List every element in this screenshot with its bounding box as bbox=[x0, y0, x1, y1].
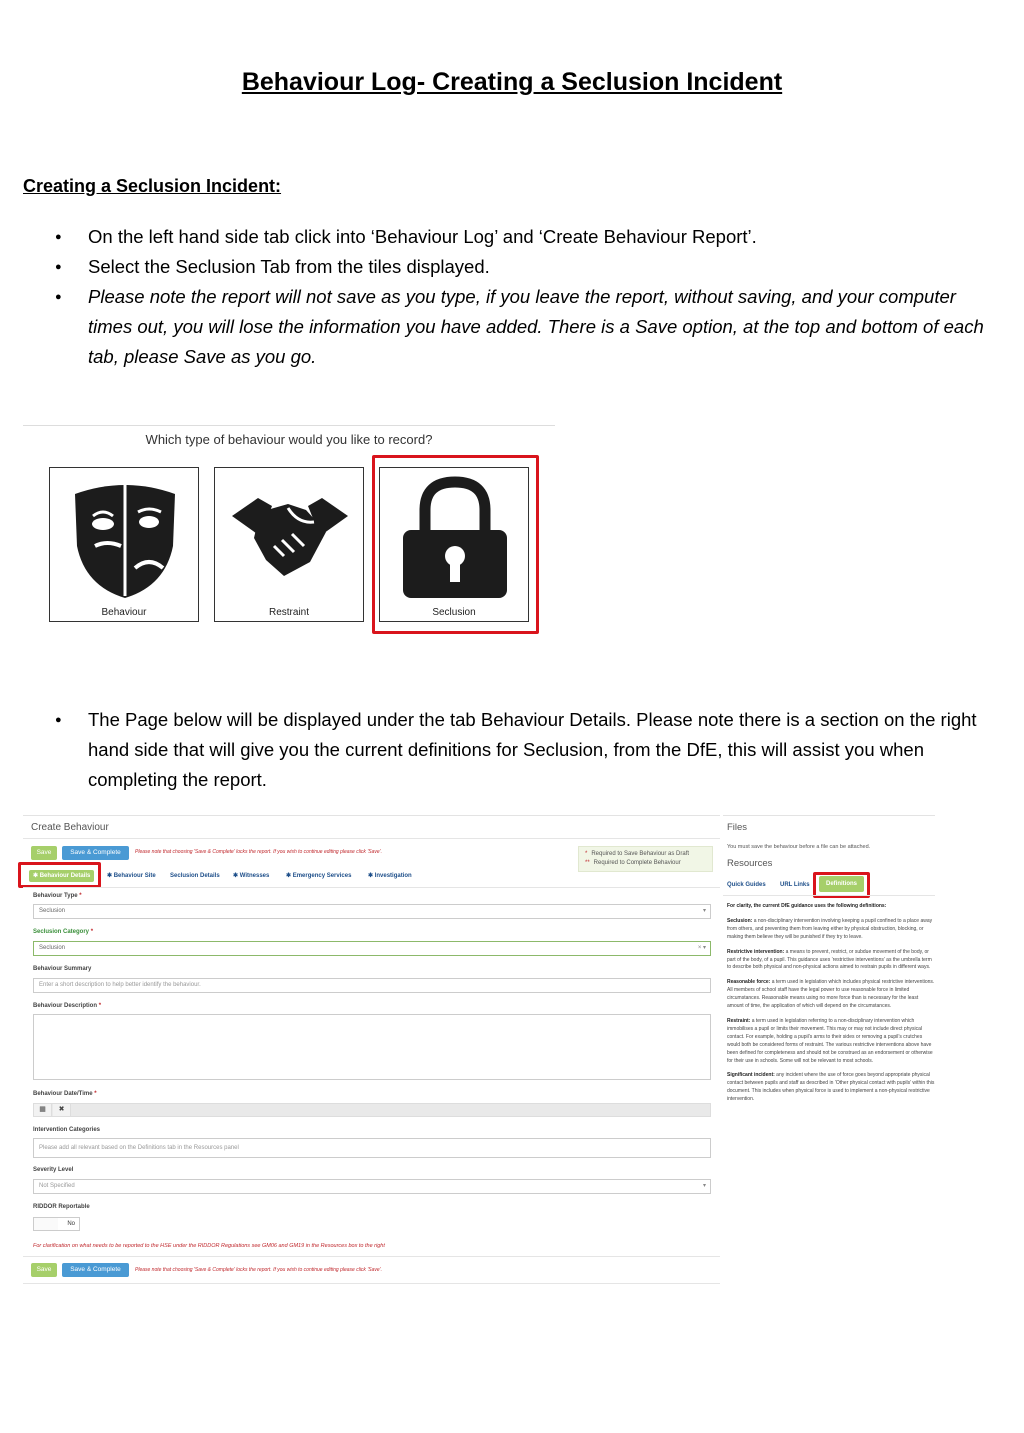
bullet-item: ● The Page below will be displayed under the tab Behaviour Details. Please note there is a section on the right hand side that will give you the current definitions for Seclusion, from the DfE, this will assist you when completing the report. bbox=[55, 705, 1005, 795]
legend-draft: * Required to Save Behaviour as Draft bbox=[585, 851, 690, 857]
resources-panel bbox=[723, 815, 935, 1285]
chevron-down-icon: ▾ bbox=[702, 1183, 706, 1189]
tile-label: Seclusion bbox=[432, 607, 476, 618]
create-behaviour-screen bbox=[23, 815, 935, 1285]
tab-seclusion-details[interactable]: Seclusion Details bbox=[170, 873, 220, 879]
tab-url-links[interactable]: URL Links bbox=[780, 882, 810, 888]
resources-title: Resources bbox=[727, 858, 773, 869]
instruction-list-2 bbox=[55, 705, 1005, 795]
files-title: Files bbox=[727, 822, 748, 833]
tiles-question: Which type of behaviour would you like to record? bbox=[145, 432, 433, 447]
behaviour-summary-input[interactable]: Enter a short description to help better identify the behaviour. bbox=[33, 978, 711, 993]
tab-emergency-services[interactable]: ✱ Emergency Services bbox=[286, 873, 352, 879]
save-button-bottom[interactable]: Save bbox=[31, 1263, 57, 1277]
divider bbox=[23, 1283, 720, 1284]
tab-quick-guides[interactable]: Quick Guides bbox=[727, 882, 766, 888]
handshake-icon bbox=[230, 476, 350, 601]
behaviour-summary-label: Behaviour Summary bbox=[33, 966, 92, 972]
riddor-toggle[interactable] bbox=[33, 1217, 80, 1231]
theatre-masks-icon bbox=[65, 476, 185, 601]
toggle-knob bbox=[34, 1218, 58, 1230]
definitions-intro: For clarity, the current DfE guidance uses the following definitions: bbox=[727, 903, 887, 909]
tab-investigation[interactable]: ✱ Investigation bbox=[368, 873, 412, 879]
behaviour-type-select[interactable]: Seclusion ▾ bbox=[33, 904, 711, 919]
behaviour-description-textarea[interactable] bbox=[33, 1014, 711, 1080]
divider bbox=[23, 425, 555, 426]
tab-definitions[interactable]: Definitions bbox=[819, 876, 864, 892]
seclusion-category-select[interactable]: Seclusion × ▾ bbox=[33, 941, 711, 956]
document-title: Behaviour Log- Creating a Seclusion Incident bbox=[241, 68, 783, 96]
seclusion-highlight-box bbox=[372, 455, 539, 634]
bullet-item: ● Please note the report will not save as you type, if you leave the report, without saving, and your computer times out, you will lose the information you have added. There is a Save option, at the top and bottom of each tab, please Save as you go. bbox=[55, 282, 1005, 372]
behaviour-details-highlight-box bbox=[18, 862, 101, 888]
definition-item: Seclusion: a non-disciplinary intervention involving keeping a pupil confined to a place away from others, and preventing them from leaving either by physical obstruction, blocking, or making them believe they will be punished if they try to leave. bbox=[727, 917, 933, 940]
tile-label: Behaviour bbox=[101, 607, 147, 618]
intervention-categories-input[interactable]: Please add all relevant based on the Definitions tab in the Resources panel bbox=[33, 1138, 711, 1158]
tile-restraint[interactable] bbox=[214, 467, 364, 622]
tab-witnesses[interactable]: ✱ Witnesses bbox=[233, 873, 270, 879]
legend-complete: ** Required to Complete Behaviour bbox=[585, 860, 681, 866]
riddor-note: For clarification on what needs to be reported to the HSE under the RIDDOR Regulations see GM06 and GM19 in the Resources box to the right bbox=[33, 1243, 385, 1249]
definition-item: Restrictive intervention: a means to prevent, restrict, or subdue movement of the body, or part of the body, of a pupil. This guidance uses ‘restrictive interventions’ as the umbrella term to describe both physical and non-physical actions aimed to restrain pupils in different ways. bbox=[727, 948, 932, 971]
save-complete-button-top[interactable]: Save & Complete bbox=[62, 846, 129, 860]
intervention-categories-label: Intervention Categories bbox=[33, 1127, 101, 1133]
tile-label: Restraint bbox=[268, 607, 309, 618]
clear-chevron-icon: × ▾ bbox=[697, 945, 706, 951]
divider bbox=[23, 838, 720, 839]
behaviour-type-label: Behaviour Type * bbox=[33, 893, 82, 899]
riddor-label: RIDDOR Reportable bbox=[33, 1204, 90, 1210]
definitions-text bbox=[727, 903, 935, 1111]
section-heading: Creating a Seclusion Incident: bbox=[23, 176, 282, 196]
files-note: You must save the behaviour before a file can be attached. bbox=[727, 844, 871, 850]
calendar-icon[interactable]: ▦ bbox=[34, 1104, 52, 1116]
behaviour-type-selector bbox=[23, 425, 555, 635]
definition-item: Reasonable force: a term used in legislation which includes physical restrictive interventions. All members of school staff have the legal power to use reasonable force in limited circumstances. Reasonable means using no more force than is necessary for the least amount of time, the application of which will depend on the circumstances. bbox=[727, 979, 935, 1010]
form-title: Create Behaviour bbox=[31, 822, 109, 833]
bullet-item: ● Select the Seclusion Tab from the tiles displayed. bbox=[55, 252, 1005, 282]
save-warning-bottom: Please note that choosing 'Save & Complete' locks the report. If you wish to continue editing please click 'Save'. bbox=[135, 1267, 383, 1273]
behaviour-form bbox=[23, 815, 720, 1285]
tile-behaviour[interactable] bbox=[49, 467, 199, 622]
required-legend bbox=[578, 846, 713, 872]
seclusion-category-label: Seclusion Category * bbox=[33, 929, 94, 935]
tab-behaviour-details[interactable]: ✱ Behaviour Details bbox=[29, 870, 94, 882]
severity-level-select[interactable]: Not Specified ▾ bbox=[33, 1179, 711, 1194]
divider bbox=[723, 895, 935, 896]
toggle-value: No bbox=[67, 1221, 75, 1227]
definition-item: Significant incident: any incident where the use of force goes beyond appropriate physical contact between pupils and staff as described in ‘Other physical contact with pupils’ within this document. This includes when physical force is used to implement a non-physical restrictive intervention. bbox=[727, 1072, 935, 1103]
chevron-down-icon: ▾ bbox=[702, 908, 706, 914]
bullet-item: ● On the left hand side tab click into ‘Behaviour Log’ and ‘Create Behaviour Report’. bbox=[55, 222, 1005, 252]
definition-item: Restraint: a term used in legislation referring to a non-disciplinary intervention which immobilises a pupil or limits their movement. This may or may not include direct physical contact. For example, holding a pupil’s arms to their sides or removing a pupil’s crutches would both be considered forms of restraint. The various restrictive interventions above have been defined for completeness and should not be construed as an endorsement or otherwise for their use in schools. Some will not be relevant to most schools. bbox=[727, 1017, 933, 1064]
tab-behaviour-site[interactable]: ✱ Behaviour Site bbox=[107, 873, 156, 879]
save-warning-top: Please note that choosing 'Save & Complete' locks the report. If you wish to continue editing please click 'Save'. bbox=[135, 849, 383, 855]
clear-icon[interactable]: ✖ bbox=[53, 1104, 71, 1116]
save-button-top[interactable]: Save bbox=[31, 846, 57, 860]
behaviour-datetime-input[interactable] bbox=[33, 1103, 711, 1117]
save-complete-button-bottom[interactable]: Save & Complete bbox=[62, 1263, 129, 1277]
behaviour-description-label: Behaviour Description * bbox=[33, 1003, 102, 1009]
severity-level-label: Severity Level bbox=[33, 1167, 74, 1173]
divider bbox=[23, 887, 720, 888]
behaviour-datetime-label: Behaviour Date/Time * bbox=[33, 1091, 97, 1097]
divider bbox=[23, 1256, 720, 1257]
instruction-list bbox=[55, 222, 1005, 372]
